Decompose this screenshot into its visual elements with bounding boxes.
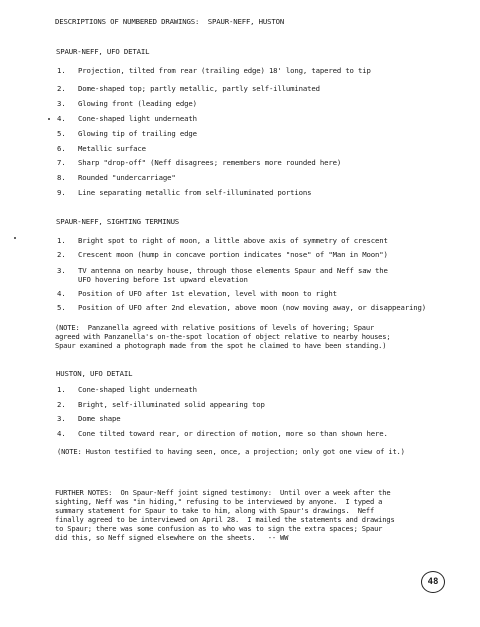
item-number: 5.: [57, 129, 66, 138]
item-number: 8.: [57, 173, 66, 182]
item-number: 1.: [57, 236, 66, 245]
item-number: 4.: [57, 114, 66, 123]
note-line: Spaur examined a photograph made from the spot he claimed to have been standing.): [55, 341, 387, 350]
item-text: Position of UFO after 1st elevation, level with moon to right: [78, 289, 337, 298]
item-number: 3.: [57, 266, 66, 275]
item-text: Bright, self-illuminated solid appearing top: [78, 400, 265, 409]
document-title: DESCRIPTIONS OF NUMBERED DRAWINGS: SPAUR-NEFF, HUSTON: [55, 17, 285, 26]
item-number: 6.: [57, 144, 66, 153]
scan-speck: [14, 237, 16, 239]
item-number: 4.: [57, 429, 66, 438]
item-number: 9.: [57, 188, 66, 197]
scan-speck: [48, 118, 50, 120]
item-text: Cone-shaped light underneath: [78, 385, 197, 394]
item-text: Cone tilted toward rear, or direction of motion, more so than shown here.: [78, 429, 388, 438]
further-notes-line: sighting, Neff was "in hiding," refusing to be interviewed by anyone. I typed a: [55, 497, 383, 506]
item-number: 1.: [57, 66, 66, 75]
item-number: 3.: [57, 414, 66, 423]
circled-page-number: 48: [421, 571, 445, 593]
item-number: 1.: [57, 385, 66, 394]
item-text: Glowing tip of trailing edge: [78, 129, 197, 138]
item-text: Dome-shaped top; partly metallic, partly self-illuminated: [78, 84, 320, 93]
item-text: Sharp "drop-off" (Neff disagrees; remembers more rounded here): [78, 158, 342, 167]
section-heading-huston-ufo-detail: HUSTON, UFO DETAIL: [56, 369, 133, 378]
section-heading-sighting-terminus: SPAUR-NEFF, SIGHTING TERMINUS: [56, 217, 180, 226]
item-number: 2.: [57, 400, 66, 409]
further-notes-line: did this, so Neff signed elsewhere on the sheets. -- WW: [55, 533, 289, 542]
item-text: Position of UFO after 2nd elevation, above moon (now moving away, or disappearing): [78, 303, 426, 312]
note-line: (NOTE: Panzanella agreed with relative positions of levels of hovering; Spaur: [55, 323, 375, 332]
further-notes-line: FURTHER NOTES: On Spaur-Neff joint signed testimony: Until over a week after the: [55, 488, 391, 497]
further-notes-line: finally agreed to be interviewed on April 28. I mailed the statements and drawings: [55, 515, 395, 524]
item-text: Metallic surface: [78, 144, 146, 153]
item-text: Bright spot to right of moon, a little above axis of symmetry of crescent: [78, 236, 388, 245]
item-number: 2.: [57, 250, 66, 259]
section-heading-spaur-neff-ufo-detail: SPAUR-NEFF, UFO DETAIL: [56, 47, 150, 56]
item-text: TV antenna on nearby house, through those elements Spaur and Neff saw the: [78, 266, 388, 275]
item-number: 4.: [57, 289, 66, 298]
item-number: 2.: [57, 84, 66, 93]
item-text: Glowing front (leading edge): [78, 99, 197, 108]
note-line: agreed with Panzanella's on-the-spot location of object relative to nearby houses;: [55, 332, 391, 341]
item-text: Dome shape: [78, 414, 121, 423]
further-notes-line: summary statement for Spaur to take to him, along with Spaur's drawings. Neff: [55, 506, 375, 515]
item-number: 7.: [57, 158, 66, 167]
item-text: Crescent moon (hump in concave portion indicates "nose" of "Man in Moon"): [78, 250, 388, 259]
item-number: 5.: [57, 303, 66, 312]
note-line: (NOTE: Huston testified to having seen, once, a projection; only got one view of it.): [57, 447, 405, 456]
item-number: 3.: [57, 99, 66, 108]
item-text-continued: UFO hovering before 1st upward elevation: [78, 275, 248, 284]
item-text: Rounded "undercarriage": [78, 173, 176, 182]
further-notes-line: to Spaur; there was some confusion as to who was to sign the extra spaces; Spaur: [55, 524, 383, 533]
item-text: Line separating metallic from self-illuminated portions: [78, 188, 312, 197]
item-text: Cone-shaped light underneath: [78, 114, 197, 123]
item-text: Projection, tilted from rear (trailing edge) 18' long, tapered to tip: [78, 66, 371, 75]
